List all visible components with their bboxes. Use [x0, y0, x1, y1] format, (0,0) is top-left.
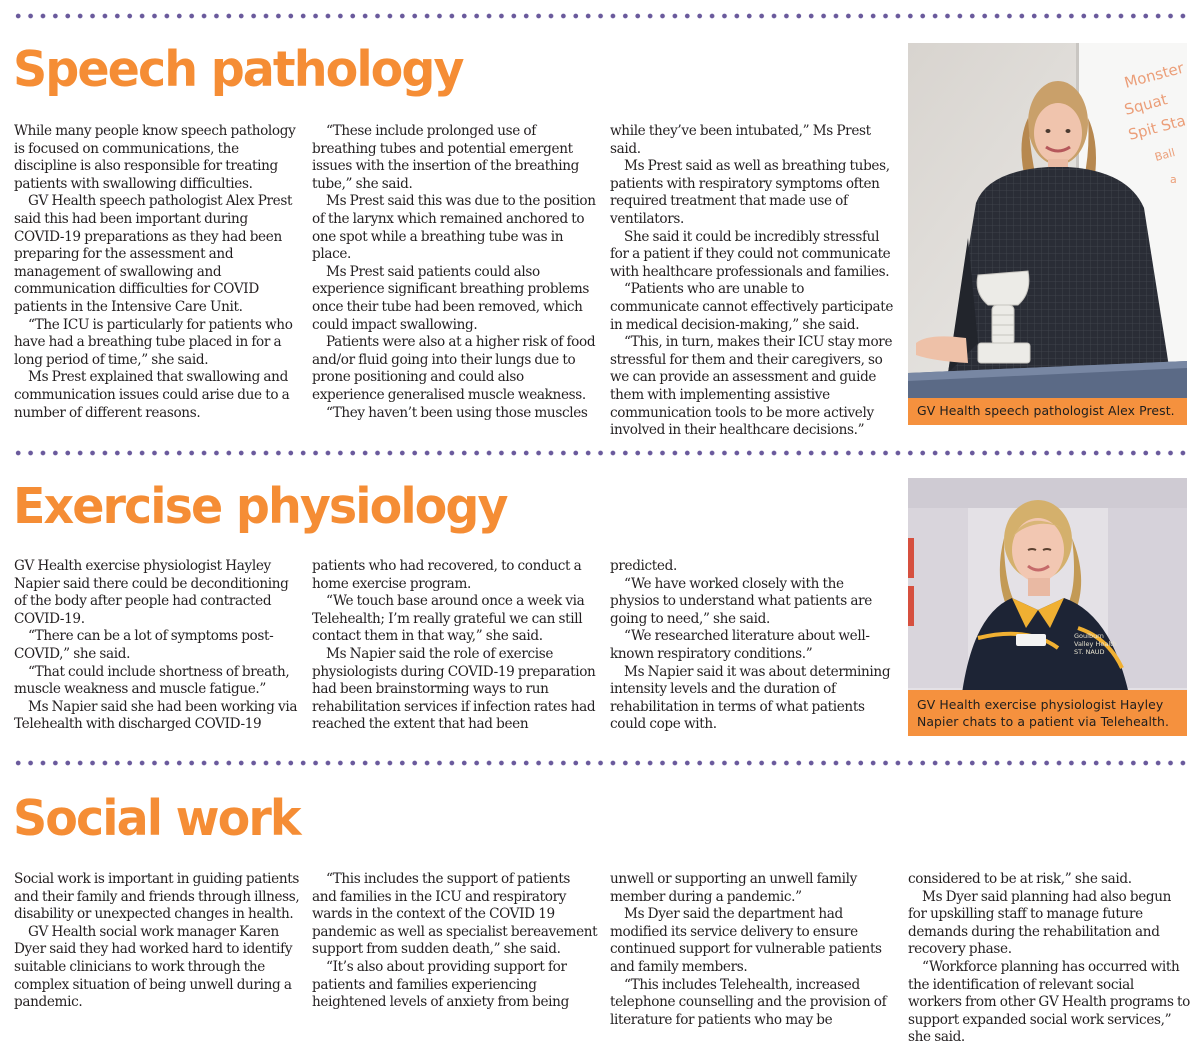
paragraph: “It’s also about providing support for patients and families experiencing heightened levels of anxiety from being: [312, 958, 569, 1011]
paragraph: patients who had recovered, to conduct a home exercise program.: [312, 558, 582, 592]
speech-column-2: [312, 123, 598, 422]
speech-column-1: [14, 123, 300, 422]
paragraph: Ms Prest said patients could also experience significant breathing problems once their tube had been removed, which could impact swallowing.: [312, 263, 590, 333]
shirt-logo-text: Goulburn: [1074, 632, 1104, 640]
whiteboard-word: Squat: [1122, 90, 1170, 119]
social-column-4: [908, 871, 1190, 1047]
paragraph: Ms Dyer said planning had also begun for upskilling staff to manage future demands during the rehabilitation and recovery phase.: [908, 888, 1172, 958]
shirt-logo-text: ST. NAUD: [1074, 648, 1105, 656]
whiteboard-word: Spit Sta: [1126, 111, 1188, 144]
paragraph: “This, in turn, makes their ICU stay more stressful for them and their caregivers, so we can provide an assessment and guide them with implementing assistive communication tools to be more actively involved in their healthcare decisions.”: [610, 334, 893, 439]
social-column-2: [312, 871, 598, 1012]
speech-column-3: [610, 123, 896, 440]
section-divider-top: [12, 13, 1190, 19]
paragraph: Social work is important in guiding patients and their family and friends through illness, disability or unexpected changes in health.: [14, 871, 300, 923]
paragraph: “We have worked closely with the physios to understand what patients are going to need,” she said.: [610, 575, 872, 627]
whiteboard-word: Monster: [1122, 58, 1186, 92]
speech-pathologist-illustration: [908, 43, 1187, 425]
social-column-3: [610, 871, 896, 1029]
exercise-column-2: [312, 558, 598, 734]
paragraph: Ms Napier said it was about determining intensity levels and the duration of rehabilitation in terms of what patients could cope with.: [610, 663, 891, 733]
exercise-column-1: [14, 558, 300, 734]
social-work-heading: Social work: [13, 790, 300, 847]
paragraph: “This includes Telehealth, increased telephone counselling and the provision of literature for patients who may be: [610, 976, 887, 1028]
exercise-column-3: [610, 558, 896, 734]
speech-pathologist-photo: [908, 43, 1187, 425]
paragraph: “These include prolonged use of breathing tubes and potential emergent issues with the insertion of the breathing tube,” she said.: [312, 123, 579, 192]
paragraph: While many people know speech pathology is focused on communications, the discipline is also responsible for treating patients with swallowing difficulties.: [14, 123, 296, 192]
paragraph: GV Health speech pathologist Alex Prest said this had been important during COVID-19 preparations as they had been preparing for the assessment and management of swallowing and communication difficulties for COVID patients in the Intensive Care Unit.: [14, 193, 293, 315]
social-column-1: [14, 871, 300, 1012]
speech-pathology-heading: Speech pathology: [13, 41, 463, 98]
paragraph: “Workforce planning has occurred with the identification of relevant social workers from other GV Health programs to support expanded social work services,” she said.: [908, 958, 1190, 1046]
speech-photo-caption: GV Health speech pathologist Alex Prest.: [908, 398, 1187, 425]
paragraph: “We touch base around once a week via Telehealth; I’m really grateful we can still contact them in that way,” she said.: [312, 593, 585, 645]
paragraph: unwell or supporting an unwell family member during a pandemic.”: [610, 871, 857, 905]
paragraph: “This includes the support of patients and families in the ICU and respiratory wards in the context of the COVID 19 pandemic as well as specialist bereavement support from sudden death,” she said.: [312, 871, 598, 958]
paragraph: GV Health exercise physiologist Hayley Napier said there could be deconditioning of the body after people had contracted COVID-19.: [14, 558, 289, 627]
paragraph: She said it could be incredibly stressful for a patient if they could not communicate with healthcare professionals and families.: [610, 228, 891, 280]
paragraph: “That could include shortness of breath, muscle weakness and muscle fatigue.”: [14, 663, 290, 698]
whiteboard-word: Ball: [1153, 146, 1177, 164]
paragraph: Patients were also at a higher risk of food and/or fluid going into their lungs due to prone positioning and could also experience generalised muscle weakness.: [312, 334, 596, 403]
paragraph: “We researched literature about well-known respiratory conditions.”: [610, 628, 870, 662]
paragraph: considered to be at risk,” she said.: [908, 871, 1132, 887]
paragraph: Ms Prest explained that swallowing and communication issues could arise due to a number of different reasons.: [14, 369, 290, 421]
paragraph: Ms Napier said she had been working via Telehealth with discharged COVID-19: [14, 698, 298, 733]
paragraph: predicted.: [610, 558, 677, 574]
paragraph: GV Health social work manager Karen Dyer said they had worked hard to identify suitable clinicians to work through the complex situation of being unwell during a pandemic.: [14, 923, 293, 1011]
paragraph: while they’ve been intubated,” Ms Prest said.: [610, 123, 871, 157]
exercise-physiology-heading: Exercise physiology: [13, 478, 507, 535]
section-divider-middle: [12, 450, 1190, 456]
paragraph: Ms Dyer said the department had modified its service delivery to ensure continued support for vulnerable patients and family members.: [610, 906, 882, 975]
exercise-photo-caption: GV Health exercise physiologist Hayley Napier chats to a patient via Telehealth.: [908, 690, 1187, 736]
paragraph: “Patients who are unable to communicate cannot effectively participate in medical decision-making,” she said.: [610, 281, 894, 333]
paragraph: “There can be a lot of symptoms post-COVID,” she said.: [14, 628, 274, 662]
paragraph: “The ICU is particularly for patients who have had a breathing tube placed in for a long period of time,” she said.: [14, 316, 293, 368]
paragraph: Ms Prest said as well as breathing tubes, patients with respiratory symptoms often required treatment that made use of ventilators.: [610, 158, 890, 227]
paragraph: Ms Napier said the role of exercise physiologists during COVID-19 preparation had been brainstorming ways to run rehabilitation services if infection rates had reached the extent that had been: [312, 645, 596, 733]
paragraph: Ms Prest said this was due to the position of the larynx which remained anchored to one spot while a breathing tube was in place.: [312, 193, 596, 263]
shirt-logo-text: Valley Health: [1074, 640, 1117, 648]
paragraph: “They haven’t been using those muscles: [326, 404, 588, 421]
section-divider-bottom: [12, 760, 1190, 766]
whiteboard-word: a: [1170, 173, 1177, 186]
